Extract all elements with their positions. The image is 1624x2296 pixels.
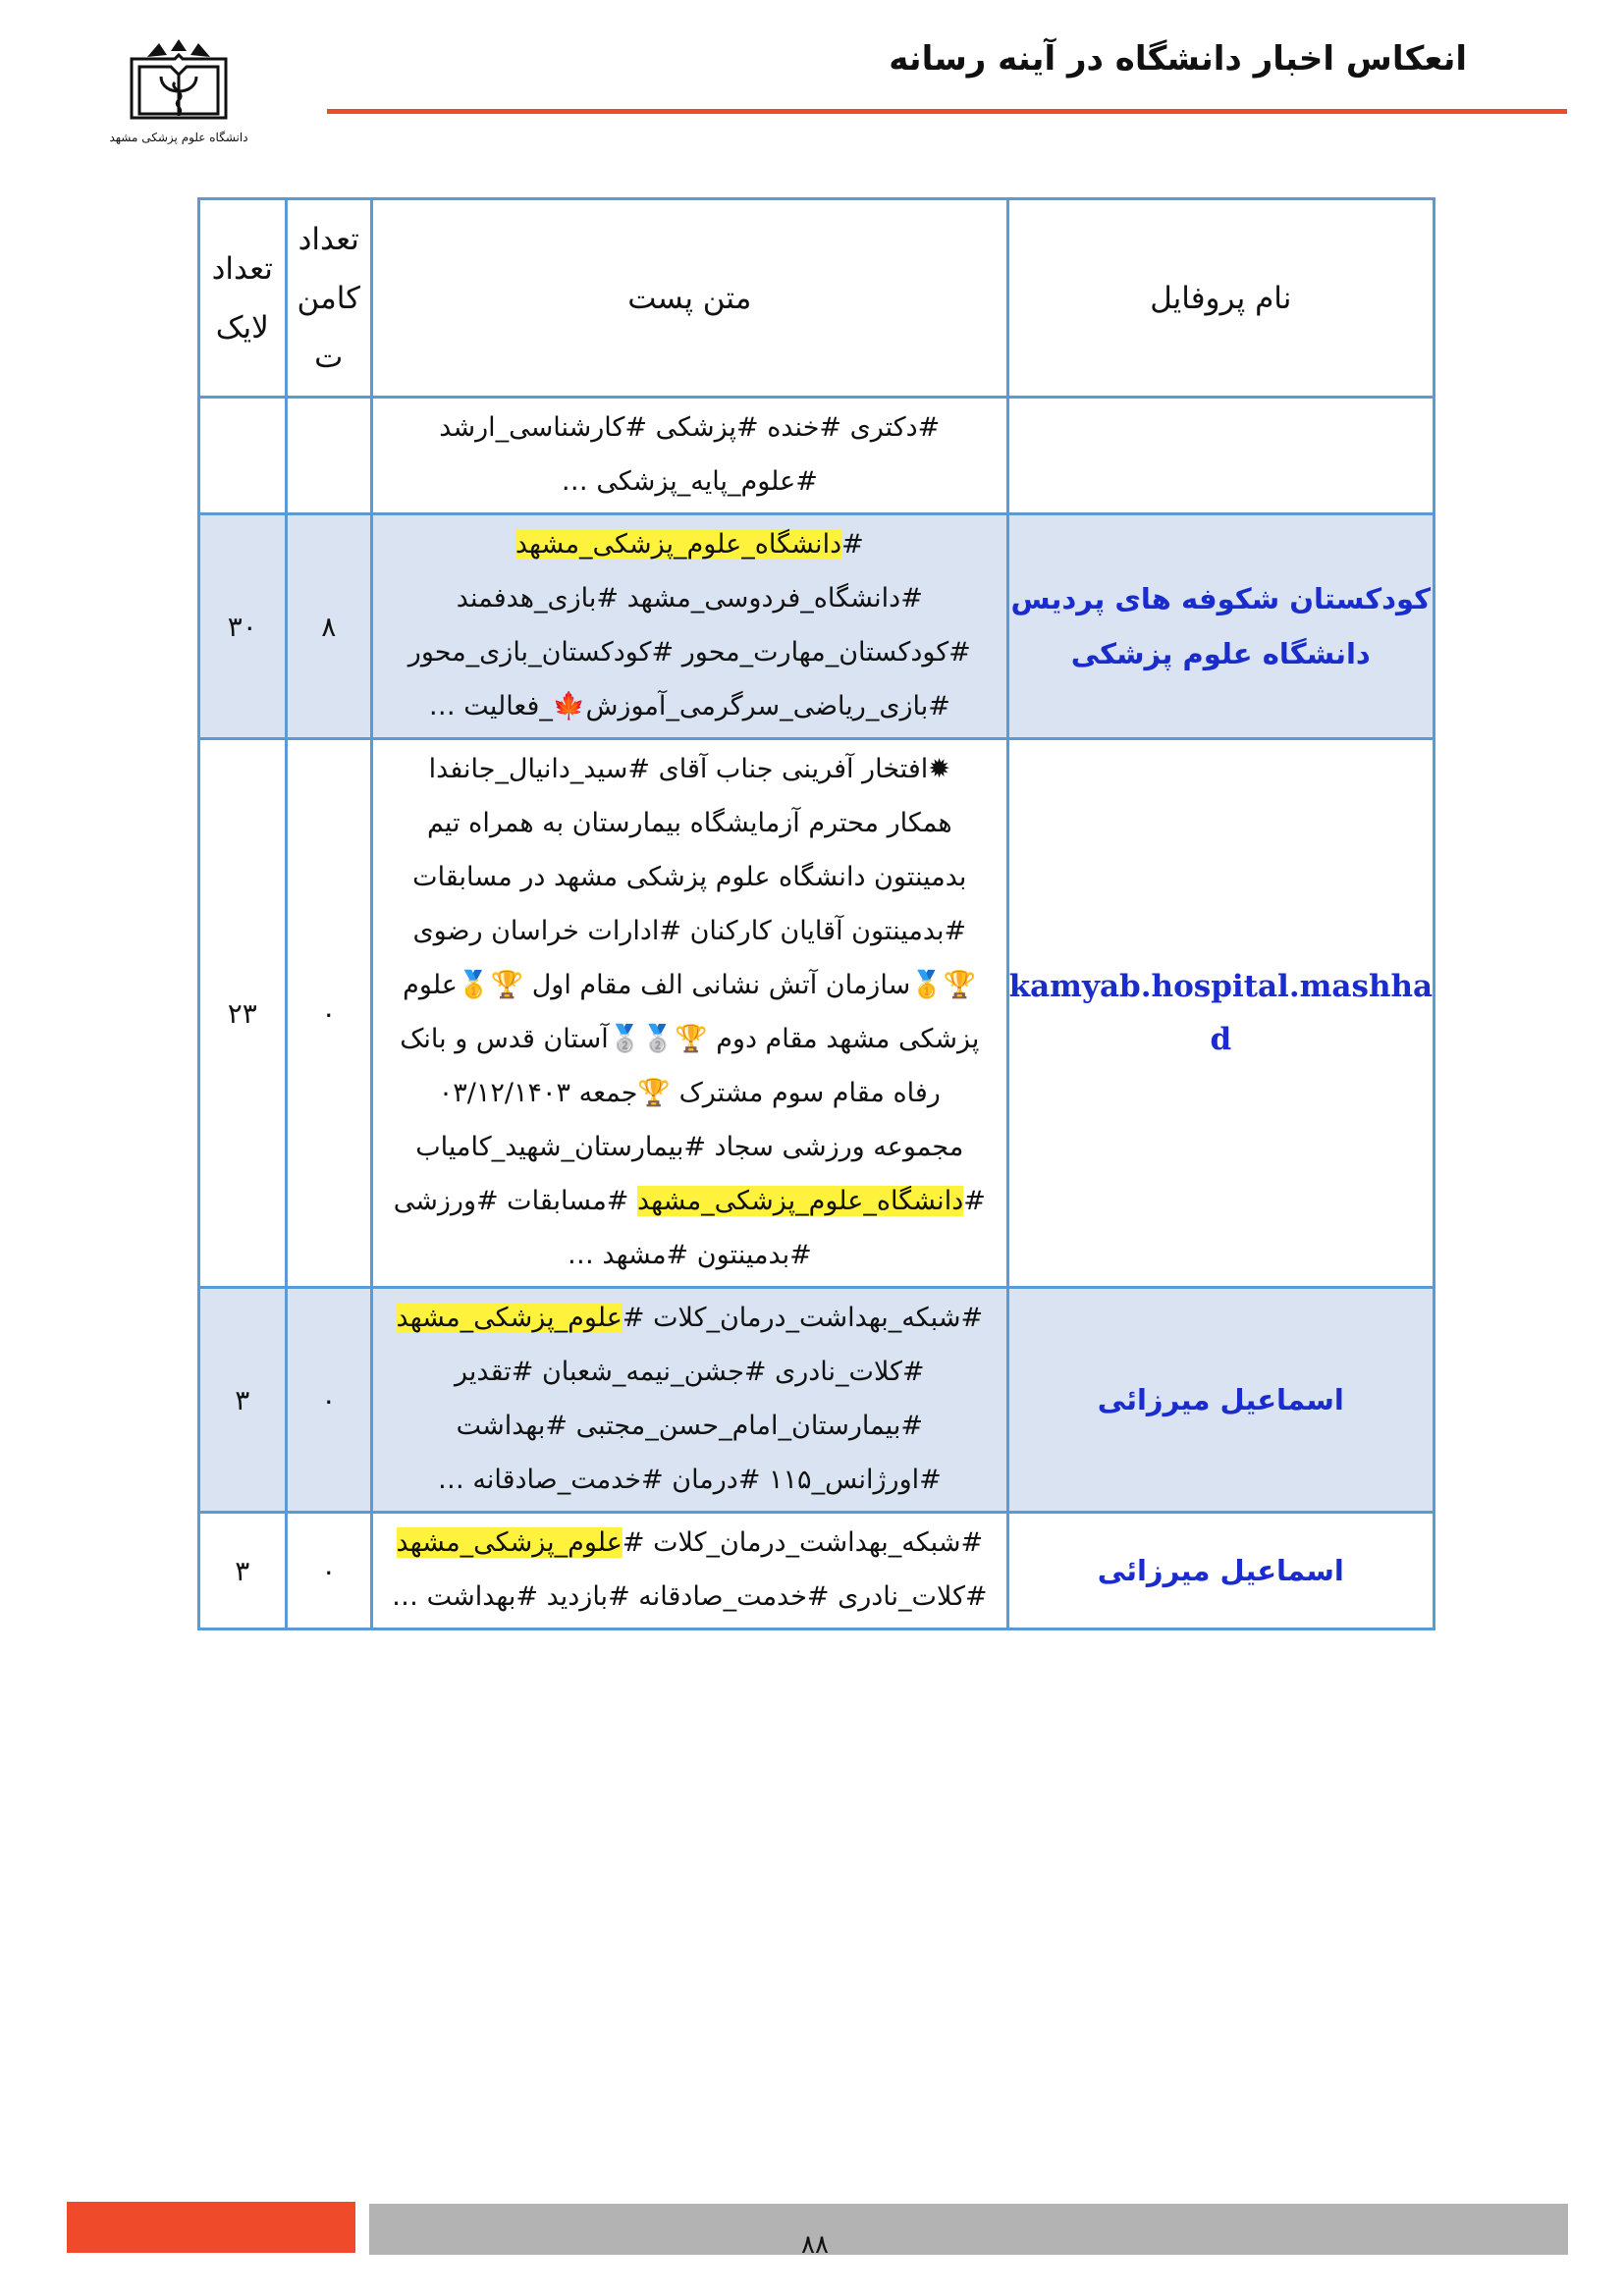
profile-cell (1007, 1288, 1434, 1513)
profile-name-line: کودکستان شکوفه های پردیس (1010, 582, 1432, 615)
post-text-line (383, 904, 997, 958)
header-like-count: تعداد لایک (199, 199, 287, 398)
profile-cell (1007, 739, 1434, 1288)
footer-gray-bar (369, 2204, 1568, 2255)
comment-count: ۸ (286, 514, 371, 739)
like-count: ۳ (199, 1288, 287, 1513)
like-count: ۳ (199, 1513, 287, 1629)
post-text-line (383, 1228, 997, 1282)
highlighted-hashtag: علوم_پزشکی_مشهد (396, 1527, 623, 1558)
post-text-cell (372, 514, 1008, 739)
post-text-line (383, 850, 997, 904)
post-text-line (383, 796, 997, 850)
page-header-title: انعکاس اخبار دانشگاه در آینه رسانه (889, 39, 1467, 79)
profile-cell (1007, 398, 1434, 514)
comment-count: ۰ (286, 1288, 371, 1513)
highlighted-hashtag: علوم_پزشکی_مشهد (396, 1303, 623, 1333)
post-text-segment: همکار محترم آزمایشگاه بیمارستان به همراه تیم (426, 808, 952, 838)
table-header-row (199, 199, 1435, 398)
post-text-segment: #بدمینتون آقایان کارکنان #ادارات خراسان رضوی (412, 916, 967, 946)
post-text-line (383, 571, 997, 625)
post-text-line (383, 1516, 997, 1570)
highlighted-hashtag: دانشگاه_علوم_پزشکی_مشهد (636, 1186, 964, 1216)
post-text-segment: بدمینتون دانشگاه علوم پزشکی مشهد در مسابقات (412, 862, 967, 892)
post-text-segment: #بدمینتون #مشهد … (567, 1240, 812, 1270)
post-text-segment: رفاه مقام سوم مشترک 🏆جمعه ۰۳/۱۲/۱۴۰۳ (438, 1078, 941, 1108)
post-text-cell (372, 1513, 1008, 1629)
profile-cell (1007, 1513, 1434, 1629)
post-text-segment: #دکتری #خنده #پزشکی #کارشناسی_ارشد (439, 412, 941, 443)
header-post-text: متن پست (372, 199, 1008, 398)
post-text-line (383, 1345, 997, 1399)
post-text-line (383, 517, 997, 571)
post-text-segment: ✹افتخار آفرینی جناب آقای #سید_دانیال_جانفدا (428, 754, 950, 784)
post-text-segment: #بازی_ریاضی_سرگرمی_آموزش🍁_فعالیت … (428, 691, 950, 721)
header-divider (327, 109, 1567, 114)
post-text-segment: #کودکستان_مهارت_محور #کودکستان_بازی_محور (407, 637, 971, 667)
post-text-segment: #مسابقات #ورزشی (393, 1186, 637, 1216)
post-text-line (383, 1012, 997, 1066)
table-row (199, 398, 1435, 514)
post-text-line (383, 1399, 997, 1453)
profile-cell (1007, 514, 1434, 739)
post-text-cell (372, 1288, 1008, 1513)
profile-name-line: اسماعیل میرزائی (1097, 1554, 1344, 1587)
post-text-line (383, 1291, 997, 1345)
post-text-segment: #شبکه_بهداشت_درمان_کلات # (622, 1527, 984, 1558)
post-text-segment: #علوم_پایه_پزشکی … (561, 466, 818, 497)
post-text-line (383, 1570, 997, 1624)
post-text-segment: #کلات_نادری #خدمت_صادقانه #بازدید #بهداشت … (392, 1581, 988, 1612)
table-row (199, 514, 1435, 739)
like-count: ۲۳ (199, 739, 287, 1288)
post-text-line (383, 742, 997, 796)
profile-name-line: دانشگاه علوم پزشکی (1070, 637, 1371, 670)
post-text-segment: مجموعه ورزشی سجاد #بیمارستان_شهید_کامیاب (415, 1132, 964, 1162)
page-number: ۸۸ (801, 2230, 829, 2260)
social-posts-table (197, 197, 1435, 1630)
header-profile: نام پروفایل (1007, 199, 1434, 398)
highlighted-hashtag: دانشگاه_علوم_پزشکی_مشهد (514, 529, 842, 560)
post-text-segment: 🏆🥇سازمان آتش نشانی الف مقام اول 🏆🥇علوم (403, 970, 977, 1000)
post-text-segment: پزشکی مشهد مقام دوم 🏆🥈🥈آستان قدس و بانک (400, 1024, 980, 1054)
post-text-line (383, 958, 997, 1012)
post-text-line (383, 1174, 997, 1228)
post-text-line (383, 1120, 997, 1174)
university-logo (109, 37, 248, 165)
post-text-segment: #شبکه_بهداشت_درمان_کلات # (622, 1303, 984, 1333)
post-text-segment: #دانشگاه_فردوسی_مشهد #بازی_هدفمند (456, 583, 923, 614)
post-text-segment: # (963, 1186, 986, 1216)
post-text-segment: #اورژانس_۱۱۵ #درمان #خدمت_صادقانه … (437, 1465, 942, 1495)
like-count: ۳۰ (199, 514, 287, 739)
profile-name-line: kamyab.hospital.mashha (1008, 969, 1434, 1004)
table-row (199, 1288, 1435, 1513)
post-text-segment: #کلات_نادری #جشن_نیمه_شعبان #تقدیر (455, 1357, 925, 1387)
post-text-line (383, 400, 997, 454)
comment-count (286, 398, 371, 514)
footer-accent-bar (67, 2202, 355, 2253)
post-text-cell (372, 739, 1008, 1288)
profile-name-line: d (1210, 1022, 1232, 1057)
header-comment-count: تعداد کامن ت (286, 199, 371, 398)
comment-count: ۰ (286, 1513, 371, 1629)
comment-count: ۰ (286, 739, 371, 1288)
post-text-line (383, 1453, 997, 1507)
post-text-segment: # (841, 529, 864, 560)
post-text-line (383, 1066, 997, 1120)
post-text-cell (372, 398, 1008, 514)
like-count (199, 398, 287, 514)
table-row (199, 739, 1435, 1288)
post-text-segment: #بیمارستان_امام_حسن_مجتبی #بهداشت (456, 1411, 923, 1441)
logo-caption: دانشگاه علوم پزشکی مشهد (109, 131, 248, 144)
table-row (199, 1513, 1435, 1629)
post-text-line (383, 454, 997, 508)
post-text-line (383, 625, 997, 679)
profile-name-line: اسماعیل میرزائی (1097, 1383, 1344, 1416)
post-text-line (383, 679, 997, 733)
